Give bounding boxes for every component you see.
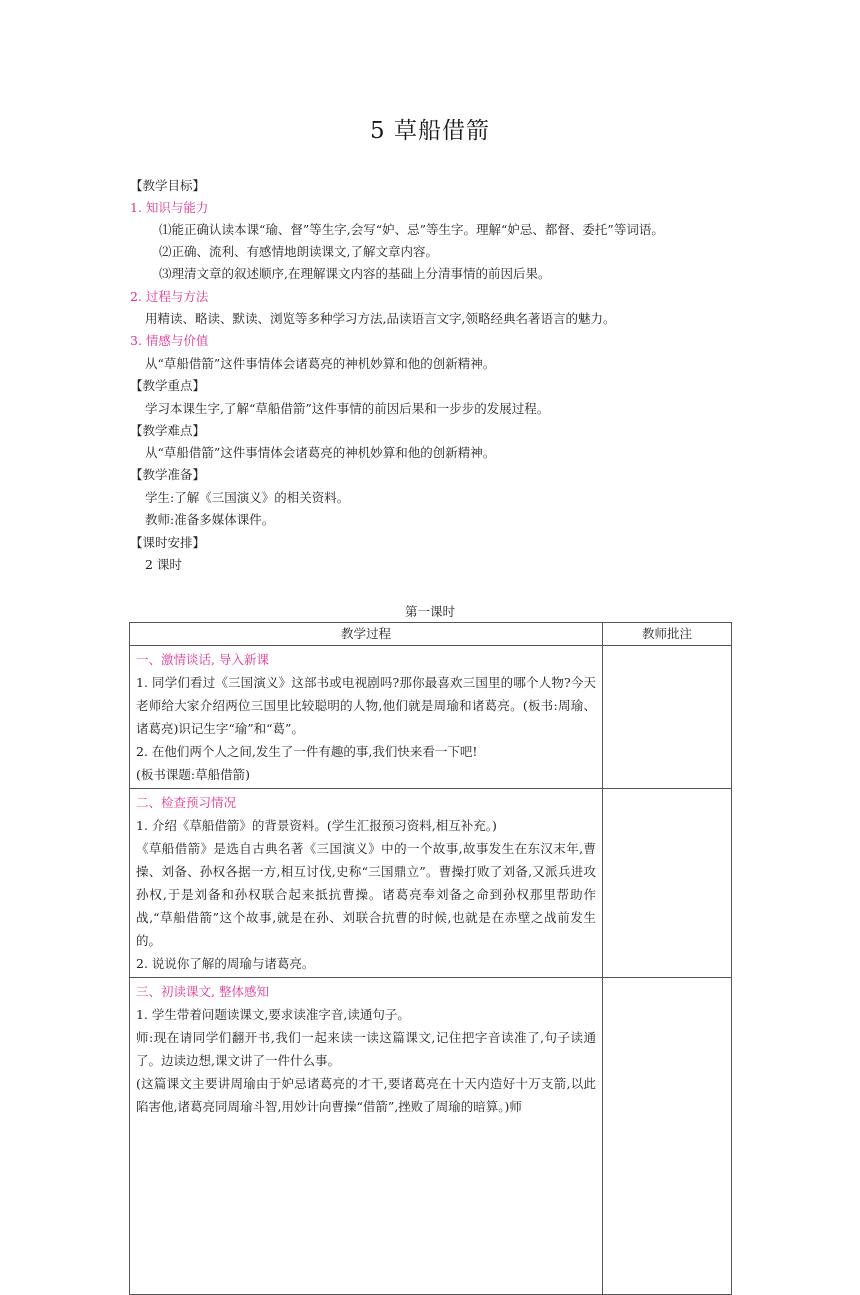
values-label: 3. 情感与价值 <box>130 333 209 348</box>
section-2-paragraph-2: 《草船借箭》是选自古典名著《三国演义》中的一个故事,故事发生在东汉末年,曹操、刘备、孙权各据一方,相互讨伐,史称“三国鼎立”。曹操打败了刘备,又派兵进攻孙权,于是刘备和孙权联合起来抵抗曹操。诸葛亮奉刘备之命到孙权那里帮助作战,“草船借箭”这个故事,就是在孙、刘联合抗曹的时候,也就是在赤壁之战前发生的。 <box>136 841 596 948</box>
ability-label: 1. 知识与能力 <box>130 200 209 215</box>
notes-cell-3 <box>603 978 732 1295</box>
method-text: 用精读、略读、默读、浏览等多种学习方法,品读语言文字,领略经典名著语言的魅力。 <box>145 311 616 326</box>
method-label: 2. 过程与方法 <box>130 289 209 304</box>
table-header-row <box>130 623 732 646</box>
schedule-text: 2 课时 <box>145 557 182 572</box>
section-2-paragraph-1: 1. 介绍《草船借箭》的背景资料。(学生汇报预习资料,相互补充。) <box>136 818 497 833</box>
ability-item-3: ⑶理清文章的叙述顺序,在理解课文内容的基础上分清事情的前因后果。 <box>159 266 551 281</box>
section-2-paragraph-3: 2. 说说你了解的周瑜与诸葛亮。 <box>136 956 315 971</box>
section-heading-1: 一、激情谈话, 导入新课 <box>136 652 269 667</box>
focus-text: 学习本课生字,了解“草船借箭”这件事情的前因后果和一步步的发展过程。 <box>145 401 550 416</box>
session-title: 第一课时 <box>404 604 455 619</box>
table-row <box>130 789 732 978</box>
section-3-paragraph-2: 师:现在请同学们翻开书,我们一起来读一读这篇课文,记住把字音读准了,句子读通了。边读边想,课文讲了一件什么事。 <box>136 1030 596 1068</box>
section-1-paragraph-3: (板书课题:草船借箭) <box>136 767 250 782</box>
objectives-heading: 【教学目标】 <box>130 178 206 193</box>
lesson-table <box>129 622 732 1295</box>
schedule-heading: 【课时安排】 <box>130 535 206 550</box>
process-cell-1 <box>130 646 603 789</box>
table-row <box>130 978 732 1295</box>
section-1-paragraph-2: 2. 在他们两个人之间,发生了一件有趣的事,我们快来看一下吧! <box>136 744 478 759</box>
preparation-heading: 【教学准备】 <box>130 467 206 482</box>
section-3-paragraph-3: (这篇课文主要讲周瑜由于妒忌诸葛亮的才干,要诸葛亮在十天内造好十万支箭,以此陷害他,诸葛亮同周瑜斗智,用妙计向曹操“借箭”,挫败了周瑜的暗算。)师 <box>136 1076 596 1114</box>
section-3-paragraph-1: 1. 学生带着问题读课文,要求读准字音,读通句子。 <box>136 1007 410 1022</box>
values-text: 从“草船借箭”这件事情体会诸葛亮的神机妙算和他的创新精神。 <box>145 356 496 371</box>
column-header-notes: 教师批注 <box>603 623 732 646</box>
ability-item-1: ⑴能正确认读本课“瑜、督”等生字,会写“妒、忌”等生字。理解“妒忌、都督、委托”等词语。 <box>159 222 664 237</box>
difficulty-text: 从“草船借箭”这件事情体会诸葛亮的神机妙算和他的创新精神。 <box>145 445 496 460</box>
section-heading-2: 二、检查预习情况 <box>136 795 237 810</box>
column-header-process: 教学过程 <box>130 623 603 646</box>
page-title: 5 草船借箭 <box>370 118 490 144</box>
process-cell-3 <box>130 978 603 1295</box>
notes-cell-2 <box>603 789 732 978</box>
focus-heading: 【教学重点】 <box>130 378 206 393</box>
table-row <box>130 646 732 789</box>
section-heading-3: 三、初读课文, 整体感知 <box>136 984 269 999</box>
ability-item-2: ⑵正确、流利、有感情地朗读课文,了解文章内容。 <box>159 244 438 259</box>
section-1-paragraph-1: 1. 同学们看过《三国演义》这部书或电视剧吗?那你最喜欢三国里的哪个人物?今天老师给大家介绍两位三国里比较聪明的人物,他们就是周瑜和诸葛亮。(板书:周瑜、诸葛亮)识记生字“瑜”和“葛”。 <box>136 675 596 736</box>
process-cell-2 <box>130 789 603 978</box>
preparation-teacher: 教师:准备多媒体课件。 <box>145 512 275 527</box>
difficulty-heading: 【教学难点】 <box>130 423 206 438</box>
notes-cell-1 <box>603 646 732 789</box>
preparation-student: 学生:了解《三国演义》的相关资料。 <box>145 490 350 505</box>
